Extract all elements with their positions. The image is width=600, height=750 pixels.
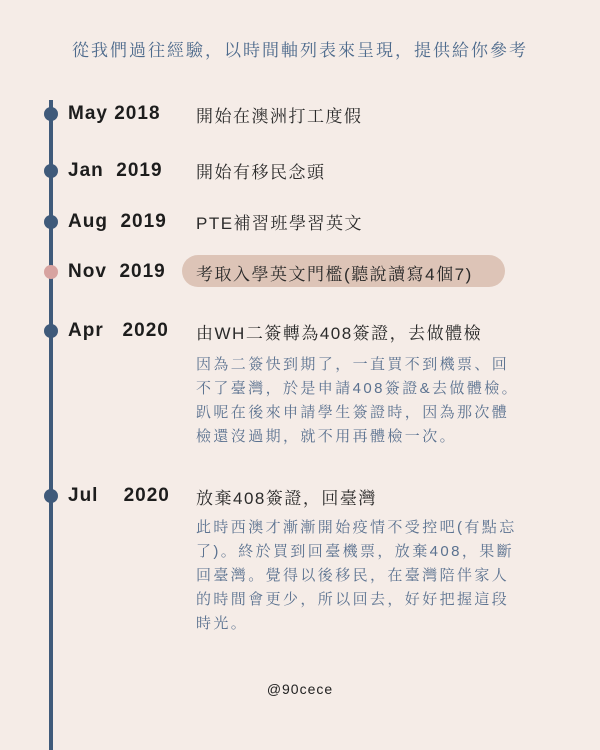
description-line: 不了臺灣，於是申請408簽證&去做體檢。 <box>196 380 520 397</box>
event-heading: 考取入學英文門檻(聽說讀寫4個7) <box>196 265 473 284</box>
event-date: May 2018 <box>68 103 161 124</box>
event-date: Jan 2019 <box>68 160 163 181</box>
timeline-dot <box>44 164 58 178</box>
event-heading: 由WH二簽轉為408簽證，去做體檢 <box>196 324 483 343</box>
description-line: 了)。終於買到回臺機票，放棄408，果斷 <box>196 543 515 560</box>
event-heading: 開始在澳洲打工度假 <box>196 107 363 126</box>
description-line: 的時間會更少，所以回去，好好把握這段 <box>196 591 510 608</box>
timeline-dot <box>44 215 58 229</box>
author-handle: @90cece <box>266 681 334 697</box>
timeline-dot-highlight <box>44 265 58 279</box>
description-line: 趴呢在後來申請學生簽證時，因為那次體 <box>196 404 510 421</box>
timeline-dot <box>44 107 58 121</box>
description-line: 此時西澳才漸漸開始疫情不受控吧(有點忘 <box>196 519 517 536</box>
timeline-dot <box>44 324 58 338</box>
event-heading: PTE補習班學習英文 <box>196 214 364 233</box>
event-date: Aug 2019 <box>68 211 167 232</box>
timeline-line <box>49 100 53 750</box>
event-heading: 放棄408簽證，回臺灣 <box>196 489 377 508</box>
event-date: Apr 2020 <box>68 320 169 341</box>
description-line: 因為二簽快到期了，一直買不到機票、回 <box>196 356 510 373</box>
event-date: Nov 2019 <box>68 261 166 282</box>
timeline-dot <box>44 489 58 503</box>
description-line: 回臺灣。覺得以後移民，在臺灣陪伴家人 <box>196 567 510 584</box>
description-line: 檢還沒過期，就不用再體檢一次。 <box>196 428 458 445</box>
event-description <box>196 516 517 636</box>
event-description <box>196 353 519 449</box>
event-heading: 開始有移民念頭 <box>196 163 326 182</box>
event-date: Jul 2020 <box>68 485 170 506</box>
page-title: 從我們過往經驗，以時間軸列表來呈現，提供給你參考 <box>72 41 528 60</box>
description-line: 時光。 <box>196 615 249 632</box>
